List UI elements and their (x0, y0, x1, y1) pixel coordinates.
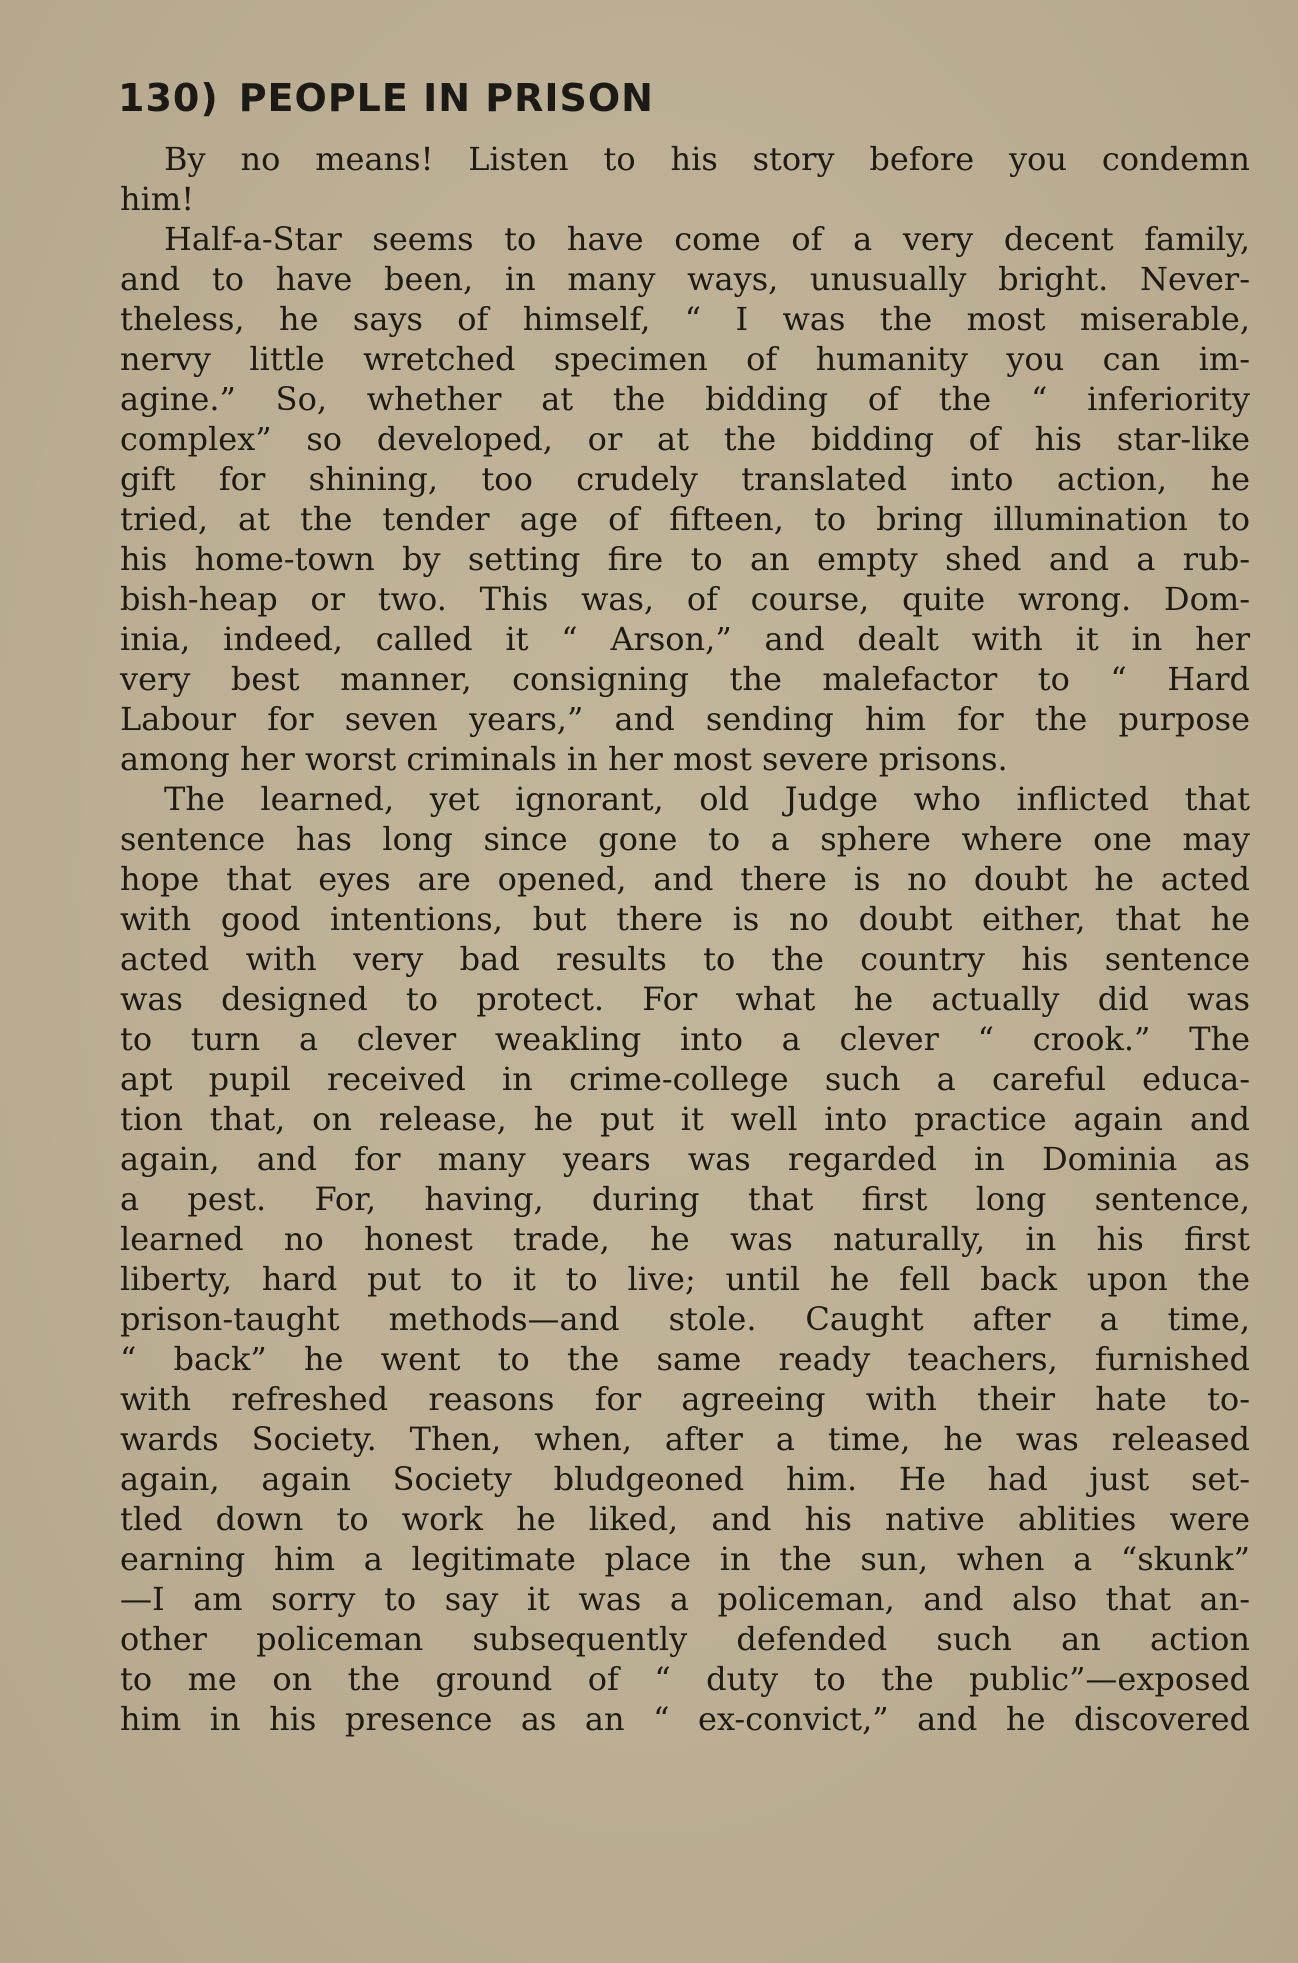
text-line: tled down to work he liked, and his native ablities were (120, 1500, 1250, 1538)
text-line: again, again Society bludgeoned him. He had just set- (120, 1460, 1250, 1498)
text-line: inia, indeed, called it “ Arson,” and dealt with it in her (120, 620, 1250, 658)
text-line: with refreshed reasons for agreeing with their hate to- (120, 1380, 1250, 1418)
text-line: and to have been, in many ways, unusually bright. Never- (120, 260, 1250, 298)
text-line: with good intentions, but there is no doubt either, that he (120, 900, 1250, 938)
text-line: nervy little wretched specimen of humanity you can im- (120, 340, 1250, 378)
text-line: sentence has long since gone to a sphere where one may (120, 820, 1250, 858)
text-line: him! (120, 180, 195, 218)
text-line: “ back” he went to the same ready teachers, furnished (120, 1340, 1250, 1378)
text-line: agine.” So, whether at the bidding of the “ inferiority (120, 380, 1250, 418)
text-line: was designed to protect. For what he actually did was (120, 980, 1250, 1018)
text-line: other policeman subsequently defended such an action (120, 1620, 1250, 1658)
text-line: tion that, on release, he put it well into practice again and (120, 1100, 1250, 1138)
text-line: liberty, hard put to it to live; until he fell back upon the (120, 1260, 1250, 1298)
text-line: apt pupil received in crime-college such a careful educa- (120, 1060, 1250, 1098)
text-line: wards Society. Then, when, after a time, he was released (120, 1420, 1250, 1458)
text-line: very best manner, consigning the malefactor to “ Hard (120, 660, 1250, 698)
text-line: prison-taught methods—and stole. Caught after a time, (120, 1300, 1250, 1338)
text-line: theless, he says of himself, “ I was the most miserable, (120, 300, 1250, 338)
text-line: —I am sorry to say it was a policeman, and also that an- (120, 1580, 1250, 1618)
text-line: acted with very bad results to the country his sentence (120, 940, 1250, 978)
text-line: among her worst criminals in her most severe prisons. (120, 740, 1008, 778)
text-line: his home-town by setting fire to an empty shed and a rub- (120, 540, 1250, 578)
text-line: a pest. For, having, during that first long sentence, (120, 1180, 1250, 1218)
page-number: 130) (118, 76, 219, 120)
body-text (120, 139, 1250, 1739)
text-line: By no means! Listen to his story before you condemn (164, 140, 1250, 178)
text-line: learned no honest trade, he was naturally, in his first (120, 1220, 1250, 1258)
text-line: The learned, yet ignorant, old Judge who inflicted that (164, 780, 1250, 818)
text-line: hope that eyes are opened, and there is no doubt he acted (120, 860, 1250, 898)
text-line: earning him a legitimate place in the sun, when a “skunk” (120, 1540, 1250, 1578)
running-header (118, 76, 654, 120)
text-line: to turn a clever weakling into a clever “ crook.” The (120, 1020, 1250, 1058)
text-line: Labour for seven years,” and sending him for the purpose (120, 700, 1250, 738)
text-line: tried, at the tender age of fifteen, to bring illumination to (120, 500, 1250, 538)
text-line: again, and for many years was regarded in Dominia as (120, 1140, 1250, 1178)
text-line: to me on the ground of “ duty to the public”—exposed (120, 1660, 1250, 1698)
text-line: Half-a-Star seems to have come of a very decent family, (164, 220, 1250, 258)
running-title: PEOPLE IN PRISON (238, 76, 654, 120)
text-line: gift for shining, too crudely translated into action, he (120, 460, 1250, 498)
text-line: complex” so developed, or at the bidding of his star-like (120, 420, 1250, 458)
text-line: bish-heap or two. This was, of course, quite wrong. Dom- (120, 580, 1250, 618)
text-line: him in his presence as an “ ex-convict,” and he discovered (120, 1700, 1250, 1738)
